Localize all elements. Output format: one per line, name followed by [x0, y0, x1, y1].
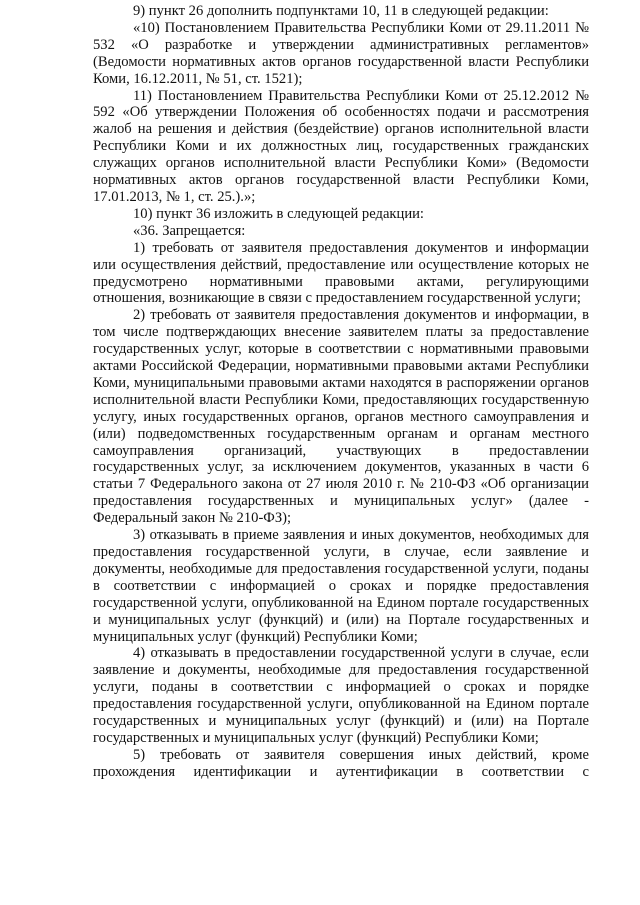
paragraph-item-9: 9) пункт 26 дополнить подпунктами 10, 11 в следующей редакции:: [133, 3, 549, 19]
paragraph-subitem-10: «10) Постановлением Правительства Республики Коми от 29.11.2011 № 532 «О разработке и утверждении административных регламентов» (Ведомости нормативных актов органов государственной власти Республики Коми, 16.12.2011, № 51, ст. 1521);: [93, 19, 589, 87]
document-page: [93, 0, 589, 781]
paragraph-prohibition-4: 4) отказывать в предоставлении государственной услуги в случае, если заявление и документы, необходимые для предоставления государственной услуги, поданы в соответствии с информацией о сроках и порядке предоставления государственной услуги, опубликованной на Едином портале государственных и муниципальных услуг (функций) и (или) на Портале государственных и муниципальных услуг (функций) Республики Коми;: [93, 645, 589, 746]
paragraph-point-36-heading: «36. Запрещается:: [133, 222, 246, 239]
paragraph-prohibition-1: 1) требовать от заявителя предоставления документов и информации или осуществления действий, предоставление или осуществление которых не предусмотрено нормативными правовыми актами, регулирующими отношения, возникающие в связи с предоставлением государственной услуги;: [93, 239, 589, 307]
paragraph-item-10: 10) пункт 36 изложить в следующей редакции:: [133, 205, 424, 222]
paragraph-prohibition-2: 2) требовать от заявителя предоставления документов и информации, в том числе подтверждающих внесение заявителем платы за предоставление государственных услуг, которые в соответствии с нормативными правовыми актами Российской Федерации, нормативными правовыми актами Республики Коми, муниципальными правовыми актами находятся в распоряжении органов исполнительной власти Республики Коми, предоставляющих государственную услугу, иных государственных органов, органов местного самоуправления и (или) подведомственных государственным органам и органам местного самоуправления организаций, участвующих в предоставлении государственных услуг, за исключением документов, указанных в части 6 статьи 7 Федерального закона от 27 июля 2010 г. № 210-ФЗ «Об организации предоставления государственных и муниципальных услуг» (далее - Федеральный закон № 210-ФЗ);: [93, 307, 589, 527]
paragraph-subitem-11: 11) Постановлением Правительства Республики Коми от 25.12.2012 № 592 «Об утверждении Положения об особенностях подачи и рассмотрения жалоб на решения и действия (бездействие) органов исполнительной власти Республики Коми и их должностных лиц, государственных гражданских служащих органов исполнительной власти Республики Коми» (Ведомости нормативных актов органов государственной власти Республики Коми, 17.01.2013, № 1, ст. 25.).»;: [93, 87, 589, 205]
paragraph-prohibition-3: 3) отказывать в приеме заявления и иных документов, необходимых для предоставления государственной услуги, в случае, если заявление и документы, необходимые для предоставления государственной услуги, поданы в соответствии с информацией о сроках и порядке предоставления государственной услуги, опубликованной на Едином портале государственных и муниципальных услуг (функций) и (или) на Портале государственных и муниципальных услуг (функций) Республики Коми;: [93, 527, 589, 645]
paragraph-prohibition-5: 5) требовать от заявителя совершения иных действий, кроме прохождения идентификации и аутентификации в соответствии с: [93, 746, 589, 780]
